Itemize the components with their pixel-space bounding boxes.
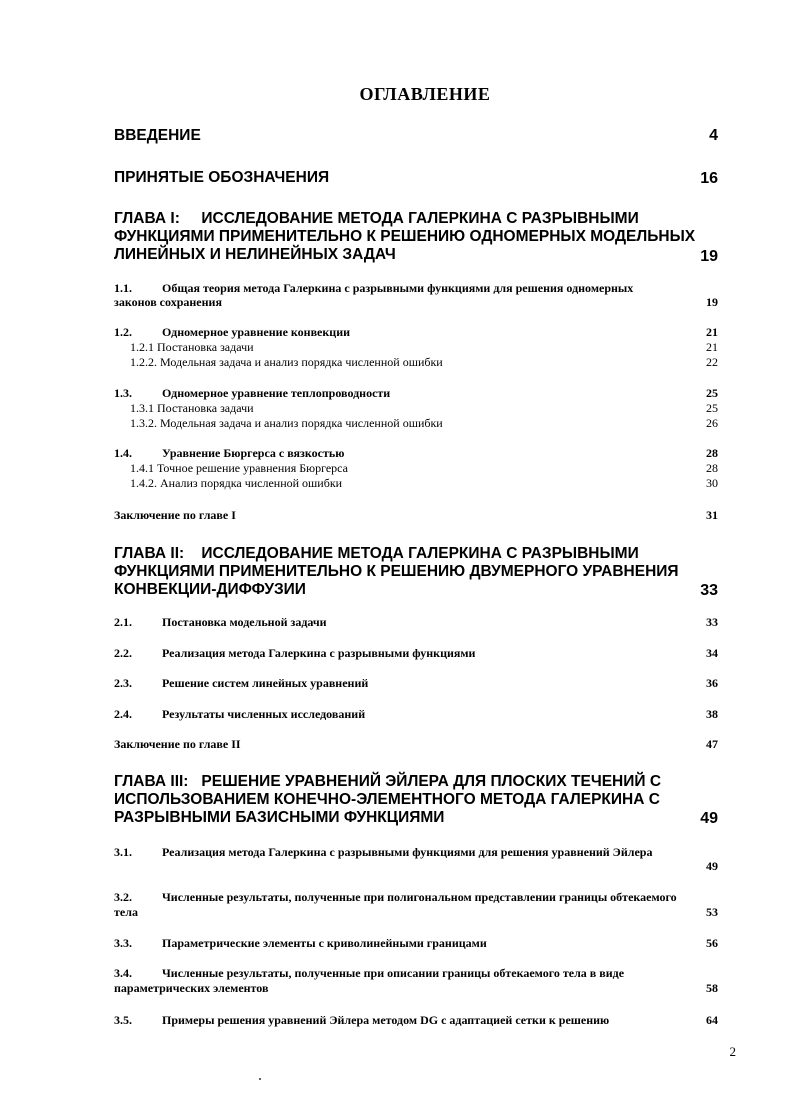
chapter1-conclusion-page: 31 (706, 508, 718, 522)
page-title: ОГЛАВЛЕНИЕ (359, 84, 491, 104)
chapter1-heading-line3: ЛИНЕЙНЫХ И НЕЛИНЕЙНЫХ ЗАДАЧ (114, 246, 396, 263)
section-3-2-page: 53 (706, 905, 718, 919)
section-1-3-page: 25 (706, 386, 718, 400)
chapter2-heading-line2: ФУНКЦИЯМИ ПРИМЕНИТЕЛЬНО К РЕШЕНИЮ ДВУМЕРНОГО УРАВНЕНИЯ (114, 563, 679, 580)
subsection-1-2-1: 1.2.1 Постановка задачи (130, 340, 254, 354)
subsection-1-4-2-page: 30 (706, 476, 718, 490)
section-1-4-title: Уравнение Бюргерса с вязкостью (162, 446, 345, 460)
toc-intro-page: 4 (709, 127, 718, 144)
section-2-3-page: 36 (706, 676, 718, 690)
section-3-3-number: 3.3. (114, 936, 132, 950)
section-3-5-title: Примеры решения уравнений Эйлера методом DG с адаптацией сетки к решению (162, 1013, 610, 1027)
chapter2-page: 33 (700, 582, 718, 599)
section-3-1-number: 3.1. (114, 845, 132, 859)
section-2-1-page: 33 (706, 615, 718, 629)
section-3-1-page: 49 (706, 859, 718, 873)
section-1-4-page: 28 (706, 446, 718, 460)
section-1-2-page: 21 (706, 325, 718, 339)
chapter1-heading-line1: ГЛАВА I: ИССЛЕДОВАНИЕ МЕТОДА ГАЛЕРКИНА С РАЗРЫВНЫМИ (114, 210, 639, 227)
subsection-1-4-1-page: 28 (706, 461, 718, 475)
chapter3-page: 49 (700, 810, 718, 827)
section-1-2-number: 1.2. (114, 325, 132, 339)
chapter1-heading-line2: ФУНКЦИЯМИ ПРИМЕНИТЕЛЬНО К РЕШЕНИЮ ОДНОМЕРНЫХ МОДЕЛЬНЫХ (114, 228, 696, 245)
section-3-1-title: Реализация метода Галеркина с разрывными функциями для решения уравнений Эйлера (162, 845, 653, 859)
section-2-3-title: Решение систем линейных уравнений (162, 676, 369, 690)
subsection-1-2-2: 1.2.2. Модельная задача и анализ порядка численной ошибки (130, 355, 443, 369)
section-1-1-page: 19 (706, 295, 718, 309)
section-3-4-page: 58 (706, 981, 718, 995)
section-1-1-number: 1.1. (114, 281, 132, 295)
section-2-4-number: 2.4. (114, 707, 132, 721)
subsection-1-3-2: 1.3.2. Модельная задача и анализ порядка численной ошибки (130, 416, 443, 430)
section-2-2-number: 2.2. (114, 646, 132, 660)
section-3-2-title-line1: Численные результаты, полученные при полигональном представлении границы обтекаемого (162, 890, 677, 904)
chapter3-heading-line2: ИСПОЛЬЗОВАНИЕМ КОНЕЧНО-ЭЛЕМЕНТНОГО МЕТОДА ГАЛЕРКИНА С (114, 791, 660, 808)
toc-notation-label: ПРИНЯТЫЕ ОБОЗНАЧЕНИЯ (114, 169, 330, 186)
subsection-1-4-2: 1.4.2. Анализ порядка численной ошибки (130, 476, 343, 490)
section-2-4-title: Результаты численных исследований (162, 707, 366, 721)
chapter2-conclusion: Заключение по главе II (114, 737, 241, 751)
subsection-1-3-2-page: 26 (706, 416, 718, 430)
chapter3-heading-line3: РАЗРЫВНЫМИ БАЗИСНЫМИ ФУНКЦИЯМИ (114, 809, 445, 826)
chapter2-heading-line1: ГЛАВА II: ИССЛЕДОВАНИЕ МЕТОДА ГАЛЕРКИНА С РАЗРЫВНЫМИ (114, 545, 639, 562)
section-1-3-number: 1.3. (114, 386, 132, 400)
section-3-5-number: 3.5. (114, 1013, 132, 1027)
page-number: 2 (729, 1044, 736, 1059)
section-3-4-title-line1: Численные результаты, полученные при описании границы обтекаемого тела в виде (162, 966, 625, 980)
section-1-2-title: Одномерное уравнение конвекции (162, 325, 351, 339)
chapter3-heading-line1: ГЛАВА III: РЕШЕНИЕ УРАВНЕНИЙ ЭЙЛЕРА ДЛЯ ПЛОСКИХ ТЕЧЕНИЙ С (114, 773, 662, 790)
section-3-2-title-line2: тела (114, 905, 138, 919)
toc-notation-page: 16 (700, 170, 718, 187)
subsection-1-3-1-page: 25 (706, 401, 718, 415)
section-1-1-title-line1: Общая теория метода Галеркина с разрывными функциями для решения одномерных (162, 281, 634, 295)
section-1-4-number: 1.4. (114, 446, 132, 460)
section-2-2-title: Реализация метода Галеркина с разрывными функциями (162, 646, 476, 660)
chapter1-conclusion: Заключение по главе I (114, 508, 236, 522)
scan-speck (259, 1078, 261, 1080)
section-3-3-title: Параметрические элементы с криволинейными границами (162, 936, 487, 950)
section-2-3-number: 2.3. (114, 676, 132, 690)
section-3-4-number: 3.4. (114, 966, 132, 980)
chapter2-conclusion-page: 47 (706, 737, 718, 751)
section-1-1-title-line2: законов сохранения (114, 295, 222, 309)
section-2-4-page: 38 (706, 707, 718, 721)
subsection-1-4-1: 1.4.1 Точное решение уравнения Бюргерса (130, 461, 348, 475)
subsection-1-2-2-page: 22 (706, 355, 718, 369)
toc-intro-label: ВВЕДЕНИЕ (114, 127, 201, 144)
section-2-1-title: Постановка модельной задачи (162, 615, 327, 629)
section-1-3-title: Одномерное уравнение теплопроводности (162, 386, 391, 400)
section-3-4-title-line2: параметрических элементов (114, 981, 269, 995)
chapter1-page: 19 (700, 248, 718, 265)
section-2-1-number: 2.1. (114, 615, 132, 629)
chapter2-heading-line3: КОНВЕКЦИИ-ДИФФУЗИИ (114, 581, 306, 598)
section-3-5-page: 64 (706, 1013, 718, 1027)
subsection-1-3-1: 1.3.1 Постановка задачи (130, 401, 254, 415)
subsection-1-2-1-page: 21 (706, 340, 718, 354)
section-3-3-page: 56 (706, 936, 718, 950)
section-3-2-number: 3.2. (114, 890, 132, 904)
section-2-2-page: 34 (706, 646, 718, 660)
